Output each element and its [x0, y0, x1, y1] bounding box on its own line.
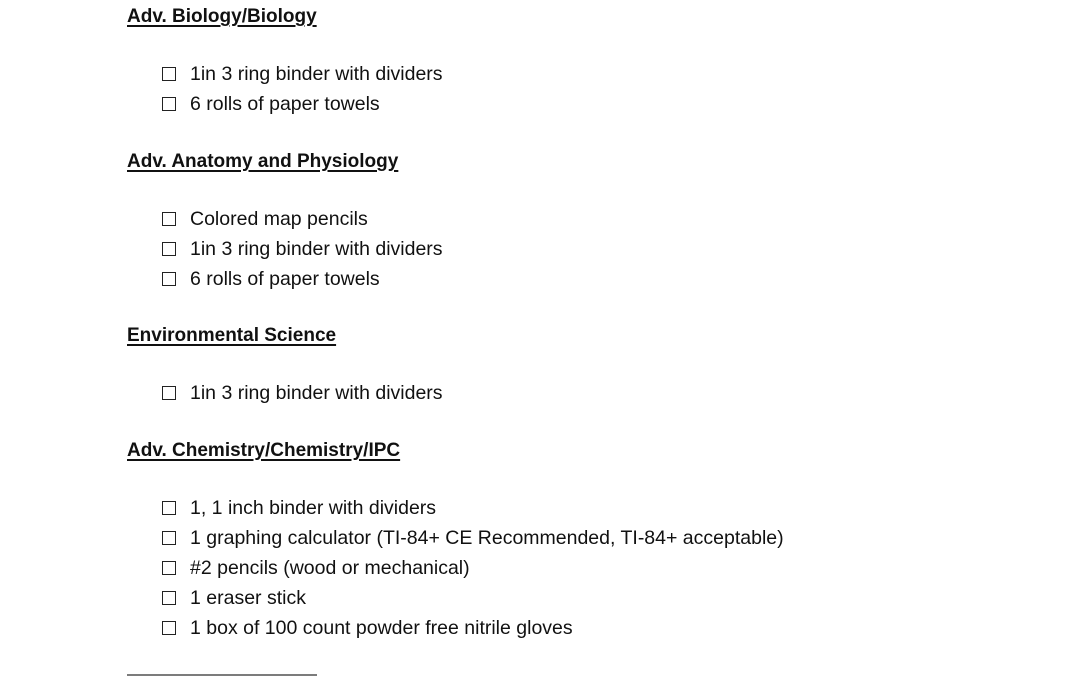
section-heading-adv-chemistry: Adv. Chemistry/Chemistry/IPC: [127, 440, 401, 461]
checkbox[interactable]: [162, 212, 176, 226]
checkbox[interactable]: [162, 621, 176, 635]
list-item: [162, 526, 784, 550]
list-item: [162, 207, 368, 231]
checkbox[interactable]: [162, 386, 176, 400]
checkbox[interactable]: [162, 242, 176, 256]
item-label: 1in 3 ring binder with dividers: [190, 63, 443, 85]
item-label: 1 graphing calculator (TI-84+ CE Recommended, TI-84+ acceptable): [190, 527, 784, 549]
item-label: 6 rolls of paper towels: [190, 268, 380, 290]
list-item: [162, 616, 573, 640]
cut-off-next-heading: [127, 668, 317, 678]
list-item: [162, 586, 306, 610]
checkbox[interactable]: [162, 272, 176, 286]
item-label: 1, 1 inch binder with dividers: [190, 497, 437, 519]
checkbox[interactable]: [162, 561, 176, 575]
list-item: [162, 381, 443, 405]
cut-off-heading-fragment: [127, 674, 317, 676]
list-item: [162, 62, 443, 86]
item-label: #2 pencils (wood or mechanical): [190, 557, 470, 579]
checkbox[interactable]: [162, 67, 176, 81]
checkbox[interactable]: [162, 501, 176, 515]
item-label: 1in 3 ring binder with dividers: [190, 238, 443, 260]
item-label: Colored map pencils: [190, 208, 368, 230]
item-label: 1 eraser stick: [190, 587, 306, 609]
section-heading-adv-biology: Adv. Biology/Biology: [127, 6, 317, 27]
checkbox[interactable]: [162, 531, 176, 545]
checkbox[interactable]: [162, 591, 176, 605]
list-item: [162, 267, 380, 291]
item-label: 1 box of 100 count powder free nitrile gloves: [190, 617, 573, 639]
item-label: 1in 3 ring binder with dividers: [190, 382, 443, 404]
list-item: [162, 92, 380, 116]
section-heading-environmental-science: Environmental Science: [127, 325, 337, 346]
list-item: [162, 496, 436, 520]
list-item: [162, 237, 443, 261]
checkbox[interactable]: [162, 97, 176, 111]
section-heading-adv-anatomy: Adv. Anatomy and Physiology: [127, 151, 399, 172]
item-label: 6 rolls of paper towels: [190, 93, 380, 115]
list-item: [162, 556, 470, 580]
